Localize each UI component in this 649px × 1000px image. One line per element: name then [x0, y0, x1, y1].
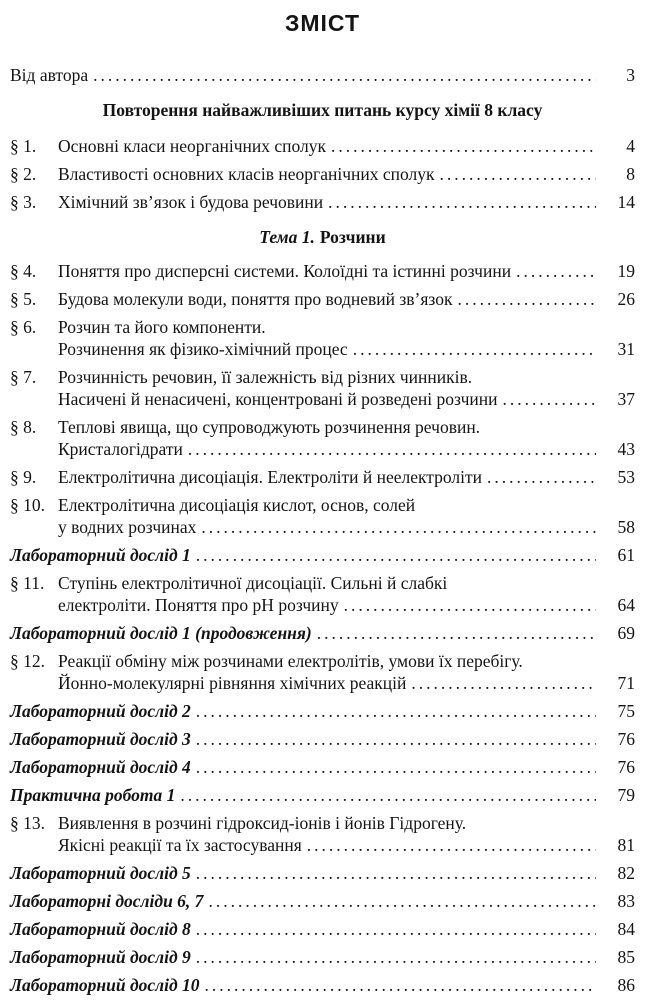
- toc-entry-title: Розчинення як фізико-хімічний процес: [58, 339, 348, 359]
- toc-entry: [10, 416, 635, 460]
- dot-leader: [411, 672, 596, 694]
- toc-entry-lastline: [10, 728, 635, 750]
- toc-page-number: 58: [617, 517, 635, 537]
- toc-entry-number: § 12.: [10, 651, 45, 671]
- toc-entry: [10, 572, 635, 616]
- dot-leader: [328, 191, 596, 213]
- toc-entry: [10, 812, 635, 856]
- toc-entry-title: Лабораторний дослід 5: [10, 863, 191, 883]
- dot-leader: [502, 388, 596, 410]
- toc-entry: [10, 366, 635, 410]
- toc-page-number: 8: [626, 164, 635, 184]
- toc-entry: [10, 316, 635, 360]
- toc-entry: [10, 288, 635, 310]
- toc-entry-title: Насичені й ненасичені, концентровані й розведені розчини: [58, 389, 498, 409]
- toc-entry-number: § 3.: [10, 192, 37, 212]
- toc-entry-lastline: [10, 890, 635, 912]
- toc-entry-lastline: [58, 516, 635, 538]
- dot-leader: [487, 466, 596, 488]
- toc-page-number: 84: [617, 919, 635, 939]
- toc-entry-lastline: [10, 946, 635, 968]
- toc-entry-number: § 4.: [10, 261, 37, 281]
- toc-entry-title-line: Розчин та його компоненти.: [58, 317, 266, 337]
- toc-entry-title: Лабораторний дослід 1 (продовження): [10, 623, 312, 643]
- toc-page-number: 83: [617, 891, 635, 911]
- toc-entry-lastline: [58, 135, 635, 157]
- section-heading: Повторення найважливіших питань курсу хімії 8 класу: [102, 100, 543, 120]
- toc-page-number: 19: [617, 261, 635, 281]
- toc-entry-number: § 13.: [10, 813, 45, 833]
- dot-leader: [344, 594, 596, 616]
- toc-page-number: 64: [617, 595, 635, 615]
- toc-entry-lastline: [10, 622, 635, 644]
- toc-entry: [10, 650, 635, 694]
- toc-entry: [10, 260, 635, 282]
- toc-entry-title-line: Теплові явища, що супроводжують розчинення речовин.: [58, 417, 481, 437]
- toc-entry: [10, 544, 635, 566]
- toc-entry-title: електроліти. Поняття про pH розчину: [58, 595, 339, 615]
- toc-entry-title: Йонно-молекулярні рівняння хімічних реакцій: [58, 673, 407, 693]
- toc-page-number: 4: [626, 136, 635, 156]
- theme-heading: [10, 226, 635, 248]
- toc-entry: [10, 64, 635, 86]
- dot-leader: [196, 946, 596, 968]
- toc-entry-title: Хімічний зв’язок і будова речовини: [58, 192, 324, 212]
- toc-entry-title: Лабораторний дослід 3: [10, 729, 191, 749]
- toc-entry-lastline: [10, 862, 635, 884]
- dot-leader: [307, 834, 596, 856]
- toc-entry-title: Практична робота 1: [10, 785, 176, 805]
- theme-number-label: Тема 1.: [259, 227, 315, 247]
- toc-entry-lastline: [58, 163, 635, 185]
- toc-entry-number: § 5.: [10, 289, 37, 309]
- toc-entry-number: § 1.: [10, 136, 37, 156]
- toc-page-number: 37: [617, 389, 635, 409]
- toc-entry-title: Лабораторний дослід 10: [10, 975, 200, 995]
- toc-entry: [10, 494, 635, 538]
- toc-entry-lastline: [58, 260, 635, 282]
- dot-leader: [196, 918, 596, 940]
- dot-leader: [196, 700, 596, 722]
- toc-page-number: 82: [617, 863, 635, 883]
- toc-entry: [10, 784, 635, 806]
- toc-page-number: 75: [617, 701, 635, 721]
- toc-page-number: 31: [617, 339, 635, 359]
- toc-entry: [10, 135, 635, 157]
- toc-entry-title: Лабораторний дослід 4: [10, 757, 191, 777]
- dot-leader: [196, 544, 596, 566]
- dot-leader: [516, 260, 596, 282]
- toc-entry-lastline: [58, 338, 635, 360]
- toc-page-number: 76: [617, 757, 635, 777]
- toc-entry-lastline: [58, 288, 635, 310]
- toc-entry-lastline: [10, 64, 635, 86]
- toc-entry: [10, 918, 635, 940]
- dot-leader: [196, 728, 596, 750]
- toc-entry-title: Лабораторний дослід 8: [10, 919, 191, 939]
- toc-entry: [10, 466, 635, 488]
- toc-entry-lastline: [10, 918, 635, 940]
- toc-entry-title-line: Розчинність речовин, її залежність від різних чинників.: [58, 367, 473, 387]
- toc-entry: [10, 862, 635, 884]
- toc-entry-lastline: [58, 191, 635, 213]
- toc-page-number: 76: [617, 729, 635, 749]
- toc-page-number: 26: [617, 289, 635, 309]
- toc-page-number: 14: [617, 192, 635, 212]
- toc-entry-title: Основні класи неорганічних сполук: [58, 136, 326, 156]
- dot-leader: [440, 163, 597, 185]
- toc-entry-title-line: Реакції обміну між розчинами електролітів, умови їх перебігу.: [58, 651, 523, 671]
- toc-entry-lastline: [58, 594, 635, 616]
- toc-entry: [10, 756, 635, 778]
- theme-title-label: Розчини: [319, 227, 386, 247]
- dot-leader: [93, 64, 596, 86]
- toc-entry-lastline: [10, 544, 635, 566]
- toc-entry-title: у водних розчинах: [58, 517, 197, 537]
- dot-leader: [317, 622, 596, 644]
- toc-entry-number: § 10.: [10, 495, 45, 515]
- dot-leader: [353, 338, 596, 360]
- toc-page-number: 79: [617, 785, 635, 805]
- toc-entry-title: Будова молекули води, поняття про водневий зв’язок: [58, 289, 453, 309]
- toc-list: [10, 64, 635, 996]
- toc-entry: [10, 890, 635, 912]
- dot-leader: [457, 288, 596, 310]
- toc-entry-title: Властивості основних класів неорганічних сполук: [58, 164, 435, 184]
- toc-entry-lastline: [58, 672, 635, 694]
- toc-entry-title-line: Виявлення в розчині гідроксид-іонів і йонів Гідрогену.: [58, 813, 467, 833]
- dot-leader: [331, 135, 596, 157]
- dot-leader: [201, 516, 596, 538]
- toc-entry-number: § 6.: [10, 317, 37, 337]
- toc-entry-title: Лабораторний дослід 9: [10, 947, 191, 967]
- toc-entry-title: Кристалогідрати: [58, 439, 183, 459]
- toc-entry-lastline: [10, 784, 635, 806]
- dot-leader: [196, 756, 596, 778]
- toc-page-number: 61: [617, 545, 635, 565]
- toc-entry-lastline: [10, 756, 635, 778]
- toc-entry-title: Електролітична дисоціація. Електроліти й неелектроліти: [58, 467, 483, 487]
- toc-entry: [10, 700, 635, 722]
- toc-entry-number: § 7.: [10, 367, 37, 387]
- toc-entry: [10, 622, 635, 644]
- page-title: ЗМІСТ: [284, 10, 361, 36]
- toc-page-number: 53: [617, 467, 635, 487]
- toc-entry-number: § 9.: [10, 467, 37, 487]
- toc-page-number: 81: [617, 835, 635, 855]
- toc-entry-title-line: Ступінь електролітичної дисоціації. Сильні й слабкі: [58, 573, 448, 593]
- toc-entry: [10, 946, 635, 968]
- dot-leader: [205, 974, 596, 996]
- dot-leader: [188, 438, 596, 460]
- toc-entry-lastline: [58, 388, 635, 410]
- toc-entry-number: § 2.: [10, 164, 37, 184]
- dot-leader: [196, 862, 596, 884]
- toc-entry-title: Поняття про дисперсні системи. Колоїдні та істинні розчини: [58, 261, 512, 281]
- toc-entry-number: § 11.: [10, 573, 45, 593]
- toc-entry-title: Якісні реакції та їх застосування: [58, 835, 302, 855]
- toc-entry-title-line: Електролітична дисоціація кислот, основ, солей: [58, 495, 416, 515]
- toc-entry-lastline: [58, 834, 635, 856]
- toc-entry-title: Лабораторний дослід 1: [10, 545, 191, 565]
- toc-entry-title: Від автора: [10, 65, 89, 85]
- toc-page-number: 43: [617, 439, 635, 459]
- toc-page-number: 86: [617, 975, 635, 995]
- toc-entry: [10, 728, 635, 750]
- toc-page-number: 69: [617, 623, 635, 643]
- toc-entry-title: Лабораторний дослід 2: [10, 701, 191, 721]
- toc-page-number: 71: [617, 673, 635, 693]
- toc-entry: [10, 191, 635, 213]
- toc-entry-lastline: [10, 700, 635, 722]
- toc-entry-lastline: [10, 974, 635, 996]
- toc-entry-lastline: [58, 438, 635, 460]
- toc-entry: [10, 163, 635, 185]
- toc-entry-number: § 8.: [10, 417, 37, 437]
- dot-leader: [180, 784, 596, 806]
- toc-page-number: 85: [617, 947, 635, 967]
- toc-page-number: 3: [626, 65, 635, 85]
- toc-entry-lastline: [58, 466, 635, 488]
- toc-entry-title: Лабораторні досліди 6, 7: [10, 891, 204, 911]
- toc-entry: [10, 974, 635, 996]
- dot-leader: [208, 890, 596, 912]
